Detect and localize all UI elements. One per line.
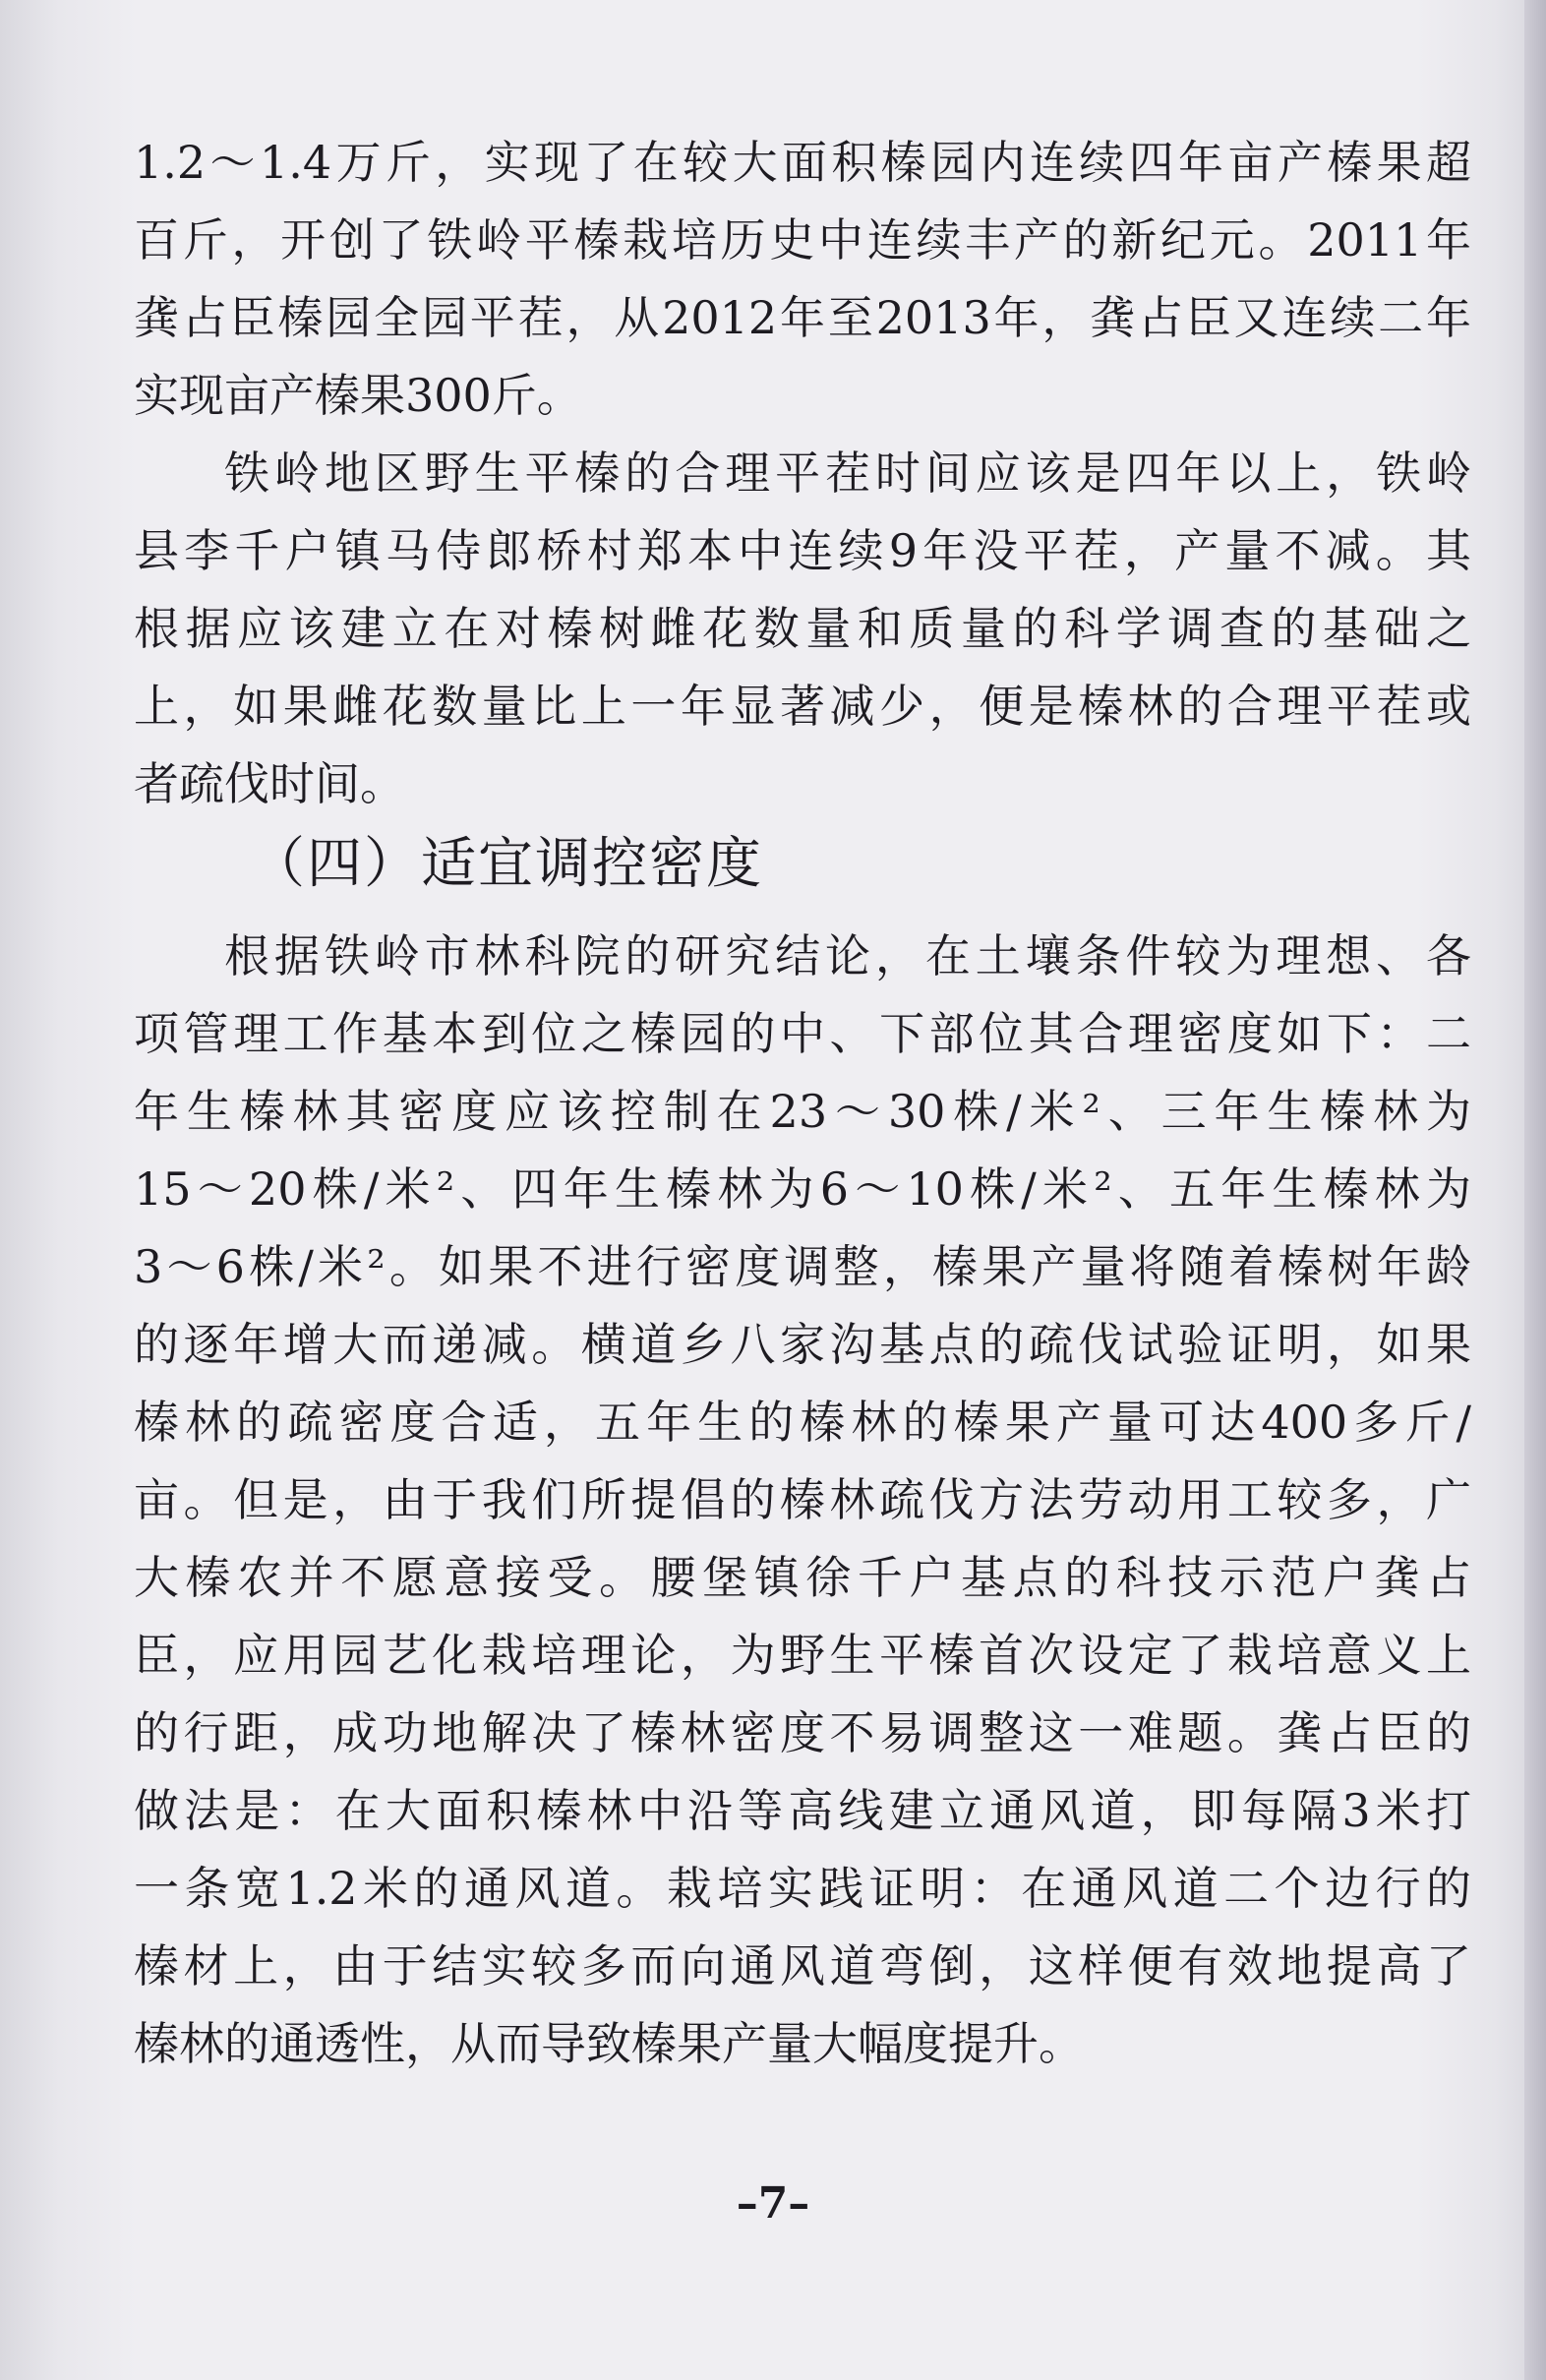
section-heading: （四）适宜调控密度	[250, 832, 763, 896]
text-line: 做法是：在大面积榛林中沿等高线建立通风道，即每隔3米打	[134, 1784, 1471, 1837]
text-line: 上，如果雌花数量比上一年显著减少，便是榛林的合理平茬或	[134, 680, 1471, 733]
text-line: 1.2～1.4万斤，实现了在较大面积榛园内连续四年亩产榛果超	[134, 136, 1471, 189]
text-line: 榛材上，由于结实较多而向通风道弯倒，这样便有效地提高了	[134, 1939, 1471, 1993]
text-line: 龚占臣榛园全园平茬，从2012年至2013年，龚占臣又连续二年	[134, 291, 1471, 344]
text-line: 亩。但是，由于我们所提倡的榛林疏伐方法劳动用工较多，广	[134, 1473, 1471, 1526]
text-line: 百斤，开创了铁岭平榛栽培历史中连续丰产的新纪元。2011年	[134, 213, 1471, 267]
text-line: 榛林的疏密度合适，五年生的榛林的榛果产量可达400多斤/	[134, 1396, 1471, 1449]
text-line: 的行距，成功地解决了榛林密度不易调整这一难题。龚占臣的	[134, 1706, 1471, 1759]
body-text	[134, 124, 1471, 2083]
text-line: 大榛农并不愿意接受。腰堡镇徐千户基点的科技示范户龚占	[134, 1551, 1471, 1604]
text-line: 榛林的通透性，从而导致榛果产量大幅度提升。	[134, 2017, 1084, 2070]
text-line: 根据铁岭市林科院的研究结论，在土壤条件较为理想、各	[224, 929, 1471, 982]
text-line: 一条宽1.2米的通风道。栽培实践证明：在通风道二个边行的	[134, 1862, 1471, 1915]
text-line: 3～6株/米²。如果不进行密度调整，榛果产量将随着榛树年龄	[134, 1240, 1471, 1293]
text-line: 的逐年增大而递减。横道乡八家沟基点的疏伐试验证明，如果	[134, 1318, 1471, 1371]
page-number: –7–	[736, 2178, 810, 2229]
text-line: 县李千户镇马侍郎桥村郑本中连续9年没平茬，产量不减。其	[134, 524, 1471, 577]
text-line: 实现亩产榛果300斤。	[134, 369, 582, 422]
text-line: 者疏伐时间。	[134, 757, 405, 810]
text-line: 根据应该建立在对榛树雌花数量和质量的科学调查的基础之	[134, 602, 1471, 655]
text-line: 臣，应用园艺化栽培理论，为野生平榛首次设定了栽培意义上	[134, 1629, 1471, 1682]
text-line: 年生榛林其密度应该控制在23～30株/米²、三年生榛林为	[134, 1085, 1471, 1138]
text-line: 15～20株/米²、四年生榛林为6～10株/米²、五年生榛林为	[134, 1162, 1471, 1216]
text-line: 项管理工作基本到位之榛园的中、下部位其合理密度如下：二	[134, 1007, 1471, 1060]
text-line: 铁岭地区野生平榛的合理平茬时间应该是四年以上，铁岭	[224, 446, 1471, 500]
page-edge-shadow	[1524, 0, 1546, 2380]
